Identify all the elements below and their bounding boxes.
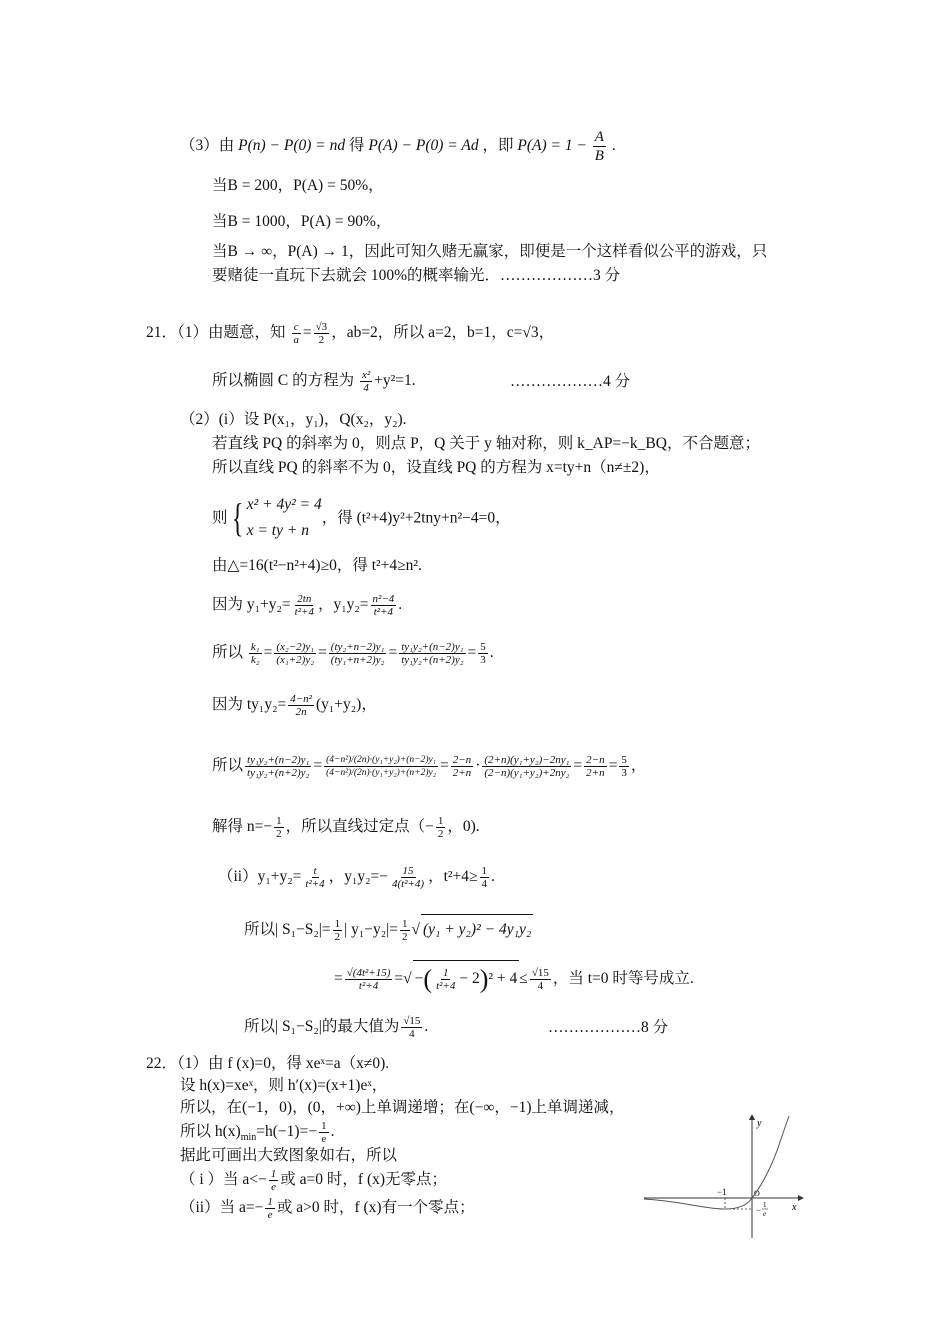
- s21-since: 因为 ty₁y₂= $\frac{\text{4−n²}}{2n}$ (y₁+y₂)，: [212, 692, 377, 718]
- s21-ii: （ii）y₁+y₂= $\frac{t}{\text{t²+4}}$ ，y₁y₂=− $\frac{15}{\text{4(t²+4)}}$ ，t²+4≥ $\frac{1}{4}$ .: [218, 864, 495, 890]
- s20-line-5: 要赌徒一直玩下去就会 100%的概率输光．………………3 分: [212, 267, 621, 284]
- s21-abs: 所以| S₁−S₂|= $\frac{1}{2}$ | y₁−y₂|= $\frac{1}{2}$ √ (y₁ + y₂)² − 4y₁y₂: [244, 914, 533, 945]
- tick-x-minus-one: −1: [717, 1187, 727, 1197]
- s20-line-4: 当B → ∞，P(A) → 1，因此可知久赌无赢家，即便是一个这样看似公平的游戏，只: [212, 243, 768, 260]
- s21-q2-line-1: （2）(i）设 P(x₁，y₁)，Q(x₂，y₂).: [180, 411, 407, 428]
- s22-line-6: （ i ）当 a<− $\frac{1}{e}$ 或 a=0 时，f (x)无零点；: [180, 1167, 448, 1193]
- x-axis-arrow: [798, 1195, 804, 1201]
- s20-line-1: （3）由 P(n) − P(0) = nd 得 P(A) − P(0) = Ad ，即 P(A) = 1 − $\frac{A}{B}$ .: [180, 129, 616, 164]
- s20-line-3: 当B = 1000，P(A) = 90%，: [212, 213, 392, 230]
- s21-max: 所以| S₁−S₂|的最大值为 $\frac{√15}{4}$ .: [244, 1014, 429, 1040]
- s22-line-4: 所以 $h(x)_{min}=h(-1)=-$ $\frac{1}{e}$ .: [180, 1119, 335, 1145]
- s21-ratio: 所以 $\frac{\text{k₁}}{\text{k₂}}$ = $\frac{\text{(x₂−2)y₁}}{\text{(x₁+2)y₂}}$ = $\frac{\text{(ty₂+n−2)y₁}}{\text{(ty₁+n+2)y₂}}$ = $\frac{\text{ty₁y₂+(n−2)y₁}}{\text{ty₁y₂+(n+2)y₂}}$ = $\frac{5}{3}$ .: [212, 640, 494, 666]
- y-axis-arrow: [749, 1114, 755, 1120]
- origin-label: O: [754, 1189, 760, 1198]
- tick-y-sign: −: [756, 1205, 762, 1215]
- s21-q2-line-3: 所以直线 PQ 的斜率不为 0，设直线 PQ 的方程为 x=ty+n（n≠±2)，: [212, 459, 660, 476]
- s21-q1-score: ………………4 分: [510, 373, 631, 390]
- tick-y-den: e: [763, 1210, 767, 1218]
- s21-q1-line-2: 所以椭圆 C 的方程为 $\frac{\text{x²}}{4}$ +y²=1.: [212, 368, 416, 394]
- s21-q2-line-2: 若直线 PQ 的斜率为 0，则点 P，Q 关于 y 轴对称，则 k_AP=−k_BQ，不合题意；: [212, 435, 760, 452]
- x-axis-label: x: [792, 1202, 797, 1213]
- s21-q1-line-1: 21．（1）由题意，知 $\frac{c}{a}$ = $\frac{√3}{2}$ ，ab=2，所以 a=2，b=1，c=√3，: [146, 320, 555, 346]
- brace-symbol: {: [231, 495, 243, 541]
- s22-line-3: 所以，在(−1，0)，(0，+∞)上单调递增；在(−∞，−1)上单调递减，: [180, 1099, 625, 1116]
- y-axis-label: y: [757, 1118, 762, 1129]
- s20-line-2: 当B = 200，P(A) = 50%，: [212, 177, 384, 194]
- s22-line-5: 据此可画出大致图象如右，所以: [180, 1147, 398, 1164]
- function-graph: [640, 1112, 810, 1242]
- s22-line-1: 22．（1）由 f (x)=0，得 xeˣ=a（x≠0).: [146, 1055, 390, 1072]
- s22-line-2: 设 h(x)=xeˣ，则 h′(x)=(x+1)eˣ，: [180, 1077, 388, 1094]
- tick-y-num: 1: [763, 1201, 767, 1209]
- equation-system: 则{ x² + 4y² = 4 x = ty + n ，得 (t²+4)y²+2tny+n²−4=0，: [212, 495, 511, 541]
- s21-delta: 由△=16(t²−n²+4)≥0，得 t²+4≥n².: [212, 557, 422, 574]
- s21-big-equation: 所以 $\frac{\text{ty₁y₂+(n−2)y₁}}{\text{ty₁y₂+(n+2)y₂}}$ = $\frac{\text{(4−n²)/(2n)·(y₁+y₂)+(n−2)y₁}}{\text{(4−n²)/(2n)·(y₁+y₂)+(n+2)y₂}}$ = $\frac{2-n}{2+n}$ · $\frac{\text{(2+n)(y₁+y₂)−2ny₁}}{\text{(2−n)(y₁+y₂)+2ny₂}}$ = $\frac{2-n}{2+n}$ = $\frac{5}{3}$ ，: [212, 753, 647, 779]
- s21-vieta: 因为 y₁+y₂= $\frac{2tn}{\text{t²+4}}$ ，y₁y₂= $\frac{\text{n²−4}}{\text{t²+4}}$ .: [212, 592, 403, 618]
- s21-max-score: ………………8 分: [548, 1019, 669, 1036]
- fraction-a-over-b: $\frac{A}{B}$: [594, 129, 604, 164]
- s21-eq2: = $\frac{\text{√(4t²+15)}}{\text{t²+4}}$ =√ −( $\frac{1}{\text{t²+4}}$ − 2)² + 4 ≤ $\frac{√15}{4}$ ，当 t=0 时等号成立.: [334, 960, 694, 997]
- s21-solve: 解得 n=− $\frac{1}{2}$ ，所以直线过定点（− $\frac{1}{2}$ ，0).: [212, 814, 480, 840]
- s22-line-7: （ii）当 a=− $\frac{1}{e}$ 或 a>0 时，f (x)有一个零点；: [180, 1195, 475, 1221]
